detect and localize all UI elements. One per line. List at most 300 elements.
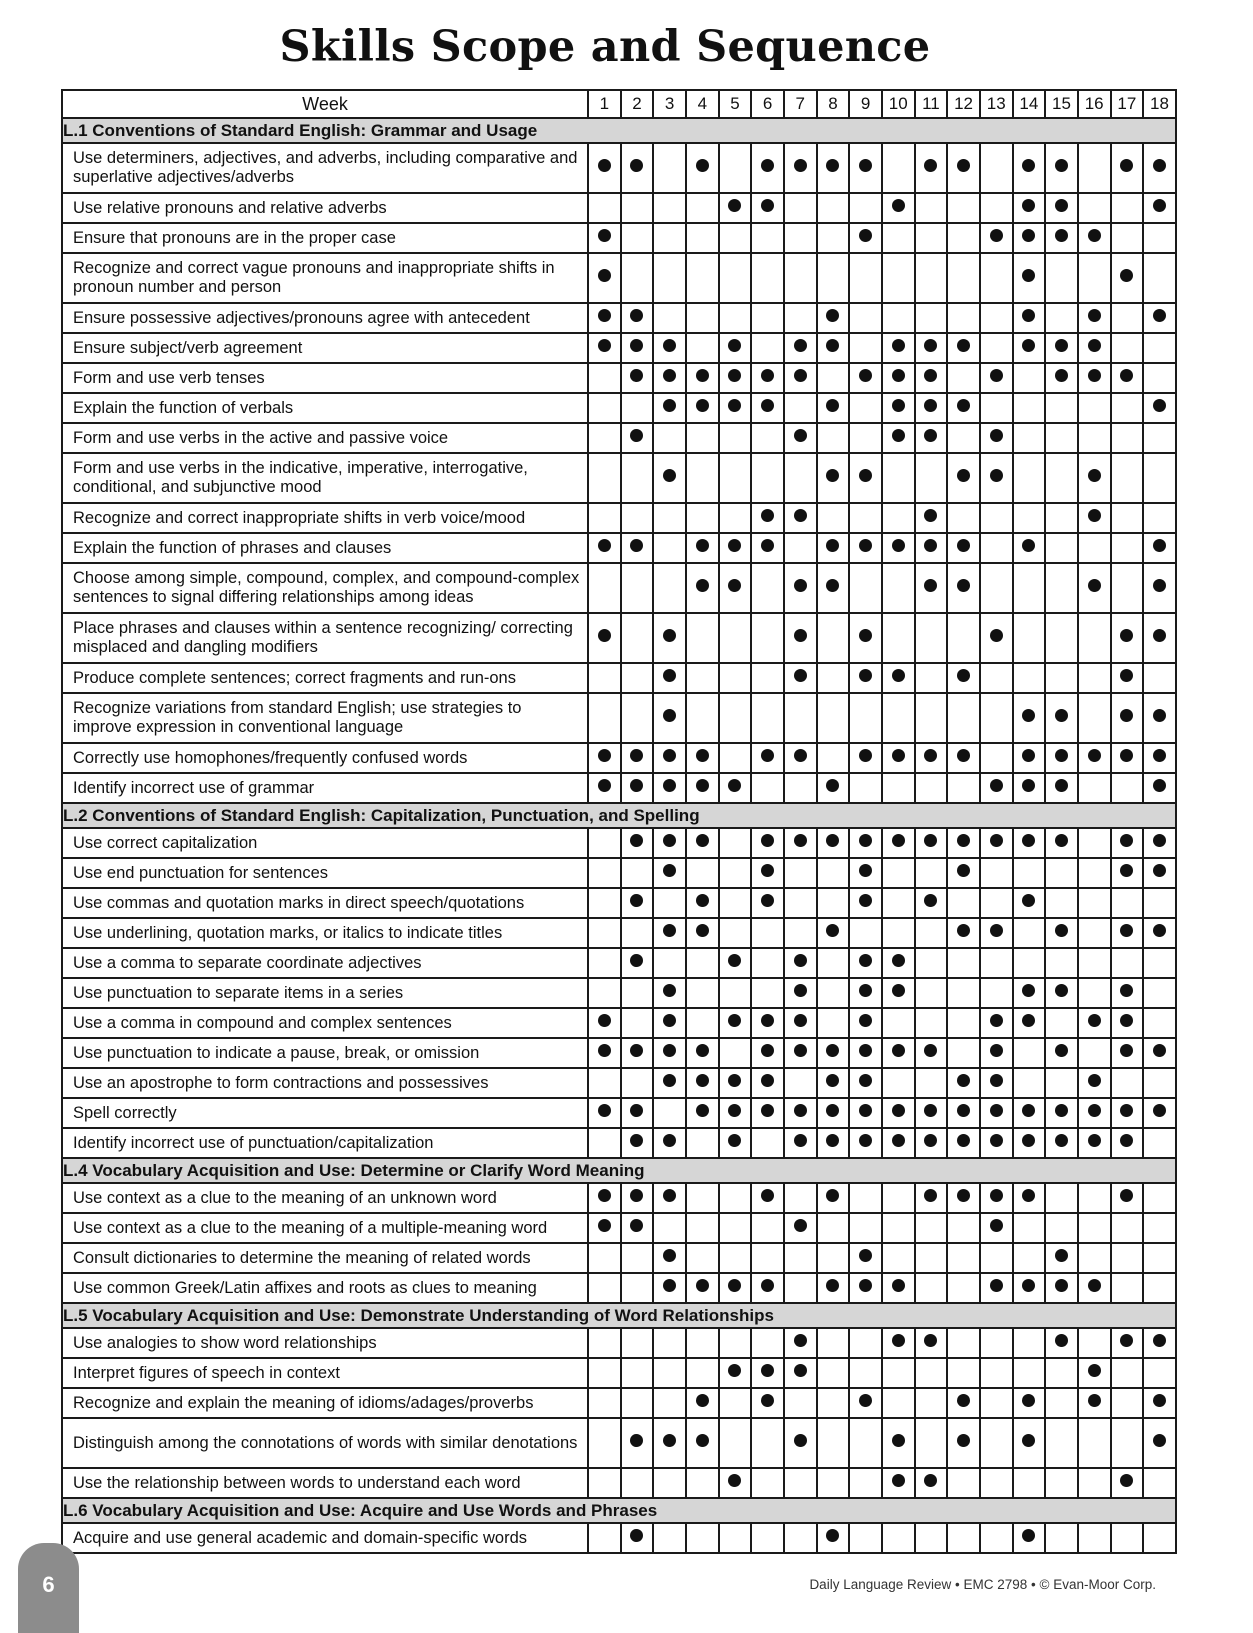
week-cell [947,333,980,363]
week-cell [882,253,915,303]
week-cell [719,858,752,888]
skill-covered-dot [696,834,709,847]
week-cell [686,1418,719,1468]
skill-row [62,978,1176,1008]
week-cell [719,693,752,743]
week-cell [719,773,752,803]
week-cell [751,1213,784,1243]
skill-covered-dot [1120,159,1133,172]
week-cell [882,423,915,453]
skill-covered-dot [1022,984,1035,997]
skill-covered-dot [859,1104,872,1117]
week-cell [849,1128,882,1158]
week-cell [1111,503,1144,533]
week-cell [621,613,654,663]
week-cell [1078,1213,1111,1243]
week-cell [882,1128,915,1158]
week-cell [849,858,882,888]
week-cell [719,1358,752,1388]
skill-label: Use common Greek/Latin affixes and roots as clues to meaning [62,1273,588,1303]
week-cell [980,1008,1013,1038]
week-cell [947,1008,980,1038]
skill-covered-dot [794,1334,807,1347]
week-cell [719,613,752,663]
week-cell [719,1098,752,1128]
week-cell [817,773,850,803]
section-header-row [62,1158,1176,1183]
skill-covered-dot [990,1134,1003,1147]
skill-covered-dot [663,669,676,682]
skill-covered-dot [728,1474,741,1487]
skill-covered-dot [663,779,676,792]
week-cell [751,333,784,363]
skill-covered-dot [892,429,905,442]
week-cell [1143,888,1176,918]
skill-covered-dot [1153,924,1166,937]
skill-covered-dot [1088,1014,1101,1027]
skill-covered-dot [990,369,1003,382]
week-cell [1013,1358,1046,1388]
week-cell [751,1418,784,1468]
week-cell [817,1273,850,1303]
week-cell [1078,828,1111,858]
week-cell [653,503,686,533]
week-cell [653,1183,686,1213]
week-cell [849,303,882,333]
week-cell [719,193,752,223]
week-cell [980,1273,1013,1303]
week-cell [1143,773,1176,803]
week-cell [849,563,882,613]
week-cell [817,1008,850,1038]
week-cell [751,613,784,663]
skill-covered-dot [1120,629,1133,642]
week-cell [915,978,948,1008]
week-cell [621,423,654,453]
skill-covered-dot [924,1044,937,1057]
week-cell [1045,453,1078,503]
scope-sequence-table [61,89,1177,1554]
week-cell [1078,333,1111,363]
week-cell [882,453,915,503]
week-cell [653,1068,686,1098]
week-cell [621,253,654,303]
week-cell [588,888,621,918]
week-cell [882,363,915,393]
skill-covered-dot [990,1044,1003,1057]
skill-covered-dot [630,1219,643,1232]
week-cell [588,143,621,193]
skill-covered-dot [663,629,676,642]
week-cell [1143,613,1176,663]
skill-covered-dot [1055,749,1068,762]
skill-label: Explain the function of phrases and clauses [62,533,588,563]
skill-covered-dot [957,469,970,482]
section-title: L.4 Vocabulary Acquisition and Use: Determine or Clarify Word Meaning [62,1158,1176,1183]
week-cell [621,1523,654,1553]
week-cell [784,563,817,613]
week-cell [947,613,980,663]
week-cell [653,888,686,918]
skill-covered-dot [990,469,1003,482]
week-number-header: 4 [686,90,719,118]
skill-covered-dot [1055,159,1068,172]
skill-covered-dot [892,669,905,682]
skill-covered-dot [957,1074,970,1087]
skill-covered-dot [1088,509,1101,522]
section-title: L.2 Conventions of Standard English: Capitalization, Punctuation, and Spelling [62,803,1176,828]
week-cell [1078,1243,1111,1273]
skill-covered-dot [957,579,970,592]
week-cell [751,363,784,393]
skill-covered-dot [761,1279,774,1292]
week-cell [817,363,850,393]
skill-label: Recognize and correct vague pronouns and inappropriate shifts in pronoun number and person [62,253,588,303]
skill-covered-dot [1120,1104,1133,1117]
week-cell [784,1038,817,1068]
week-cell [817,613,850,663]
week-cell [784,533,817,563]
week-cell [1078,1128,1111,1158]
week-cell [653,1418,686,1468]
week-cell [1078,363,1111,393]
week-cell [849,333,882,363]
week-cell [686,1038,719,1068]
week-cell [1111,693,1144,743]
skill-covered-dot [859,864,872,877]
skill-covered-dot [761,369,774,382]
week-cell [1013,1098,1046,1128]
skill-covered-dot [1055,1249,1068,1262]
week-number-header: 11 [915,90,948,118]
skill-label: Spell correctly [62,1098,588,1128]
week-cell [588,393,621,423]
skill-covered-dot [826,1279,839,1292]
week-cell [1045,1098,1078,1128]
skill-covered-dot [990,629,1003,642]
week-cell [1143,858,1176,888]
skill-covered-dot [1153,709,1166,722]
skill-covered-dot [1022,1279,1035,1292]
skill-covered-dot [826,539,839,552]
week-cell [980,303,1013,333]
week-cell [751,253,784,303]
skill-covered-dot [1153,749,1166,762]
skill-covered-dot [630,159,643,172]
skill-covered-dot [990,229,1003,242]
week-cell [817,253,850,303]
skill-covered-dot [696,1044,709,1057]
skill-row [62,1213,1176,1243]
week-cell [1078,888,1111,918]
week-cell [849,363,882,393]
skill-covered-dot [957,1394,970,1407]
week-cell [784,393,817,423]
week-cell [588,253,621,303]
week-cell [784,1128,817,1158]
skill-covered-dot [892,539,905,552]
skill-covered-dot [1055,1134,1068,1147]
skill-covered-dot [957,749,970,762]
skill-covered-dot [598,629,611,642]
week-cell [1013,1213,1046,1243]
week-cell [1111,333,1144,363]
week-cell [1013,363,1046,393]
week-number-header: 13 [980,90,1013,118]
week-cell [784,1468,817,1498]
skill-label: Recognize and explain the meaning of idioms/adages/proverbs [62,1388,588,1418]
skill-covered-dot [826,834,839,847]
week-cell [751,1183,784,1213]
week-cell [1013,918,1046,948]
week-cell [817,1183,850,1213]
week-cell [1143,193,1176,223]
skill-covered-dot [892,1044,905,1057]
week-cell [1143,693,1176,743]
week-cell [751,1468,784,1498]
skill-covered-dot [728,339,741,352]
week-number-header: 3 [653,90,686,118]
skill-covered-dot [630,1044,643,1057]
skill-covered-dot [630,749,643,762]
week-cell [1045,1183,1078,1213]
skill-label: Use punctuation to separate items in a series [62,978,588,1008]
week-cell [621,303,654,333]
week-cell [719,1213,752,1243]
week-cell [1045,143,1078,193]
week-cell [621,1008,654,1038]
week-cell [947,773,980,803]
week-cell [1111,1468,1144,1498]
week-cell [784,143,817,193]
week-cell [686,563,719,613]
week-cell [751,533,784,563]
week-cell [817,1068,850,1098]
skill-covered-dot [1153,864,1166,877]
skill-covered-dot [1055,709,1068,722]
week-cell [686,1213,719,1243]
week-cell [1111,1183,1144,1213]
week-cell [1111,533,1144,563]
skill-covered-dot [598,309,611,322]
week-cell [882,888,915,918]
skill-covered-dot [892,984,905,997]
week-cell [882,1213,915,1243]
skill-covered-dot [859,894,872,907]
week-cell [947,693,980,743]
week-number-header: 9 [849,90,882,118]
week-number-header: 15 [1045,90,1078,118]
skill-covered-dot [1088,1279,1101,1292]
week-cell [588,978,621,1008]
skill-row [62,303,1176,333]
week-cell [817,533,850,563]
skill-covered-dot [859,1044,872,1057]
skill-covered-dot [728,579,741,592]
week-cell [980,1328,1013,1358]
week-cell [947,743,980,773]
skill-covered-dot [696,1394,709,1407]
skill-covered-dot [1022,834,1035,847]
week-number-header: 6 [751,90,784,118]
week-cell [849,503,882,533]
skill-covered-dot [663,984,676,997]
week-cell [1143,1468,1176,1498]
week-cell [1013,1128,1046,1158]
week-cell [1013,193,1046,223]
week-cell [947,223,980,253]
skill-covered-dot [696,369,709,382]
skill-label: Use relative pronouns and relative adverbs [62,193,588,223]
week-cell [849,1418,882,1468]
week-cell [751,423,784,453]
skill-covered-dot [1022,749,1035,762]
week-number-header: 1 [588,90,621,118]
skill-label: Use determiners, adjectives, and adverbs, including comparative and superlative adjectives/adverbs [62,143,588,193]
week-cell [1013,1068,1046,1098]
skills-body [62,118,1176,1553]
week-cell [947,1328,980,1358]
week-cell [719,1183,752,1213]
week-cell [621,888,654,918]
skill-covered-dot [1055,1279,1068,1292]
week-cell [1045,223,1078,253]
week-cell [947,1038,980,1068]
week-cell [1045,1128,1078,1158]
week-cell [719,1038,752,1068]
skill-covered-dot [1088,339,1101,352]
week-number-header: 7 [784,90,817,118]
week-cell [1045,948,1078,978]
week-cell [784,303,817,333]
skill-covered-dot [630,429,643,442]
week-cell [817,888,850,918]
skill-covered-dot [1022,1394,1035,1407]
week-cell [882,663,915,693]
week-cell [817,978,850,1008]
week-cell [817,1418,850,1468]
week-cell [751,828,784,858]
week-cell [980,533,1013,563]
skill-covered-dot [1022,199,1035,212]
skill-covered-dot [598,779,611,792]
section-header-row [62,803,1176,828]
week-cell [947,1388,980,1418]
week-header-label: Week [62,90,588,118]
week-cell [686,948,719,978]
week-cell [653,303,686,333]
week-cell [947,453,980,503]
skill-covered-dot [728,1014,741,1027]
week-cell [1045,693,1078,743]
week-cell [1045,1388,1078,1418]
week-cell [784,978,817,1008]
week-cell [784,503,817,533]
week-cell [1045,1468,1078,1498]
skill-covered-dot [1088,1134,1101,1147]
week-cell [915,1523,948,1553]
week-cell [980,773,1013,803]
week-cell [1078,693,1111,743]
week-cell [751,773,784,803]
skill-covered-dot [826,309,839,322]
skill-covered-dot [957,399,970,412]
skill-covered-dot [630,309,643,322]
skill-covered-dot [794,429,807,442]
week-cell [1143,743,1176,773]
skill-covered-dot [696,749,709,762]
skill-label: Use an apostrophe to form contractions and possessives [62,1068,588,1098]
section-header-row [62,118,1176,143]
week-cell [653,533,686,563]
skill-covered-dot [826,159,839,172]
skill-row [62,363,1176,393]
skill-covered-dot [859,369,872,382]
skill-covered-dot [1088,309,1101,322]
section-title: L.5 Vocabulary Acquisition and Use: Demonstrate Understanding of Word Relationships [62,1303,1176,1328]
week-cell [784,1243,817,1273]
week-cell [882,1243,915,1273]
skill-covered-dot [1153,834,1166,847]
week-cell [849,693,882,743]
skill-covered-dot [696,1104,709,1117]
week-cell [1045,193,1078,223]
week-header-row [62,90,1176,118]
week-cell [719,1328,752,1358]
week-cell [1143,1068,1176,1098]
week-cell [653,333,686,363]
week-number-header: 5 [719,90,752,118]
week-cell [1143,143,1176,193]
week-cell [817,1358,850,1388]
week-cell [719,1068,752,1098]
week-cell [947,1068,980,1098]
skill-covered-dot [1153,159,1166,172]
week-cell [1013,533,1046,563]
week-cell [882,1388,915,1418]
week-cell [621,948,654,978]
week-cell [882,948,915,978]
skill-covered-dot [761,1044,774,1057]
skill-covered-dot [630,1134,643,1147]
skill-covered-dot [663,369,676,382]
skill-covered-dot [859,984,872,997]
week-cell [980,1183,1013,1213]
week-cell [980,1098,1013,1128]
skill-covered-dot [1153,779,1166,792]
skill-row [62,918,1176,948]
week-cell [980,1388,1013,1418]
week-cell [1013,888,1046,918]
week-cell [719,503,752,533]
week-cell [784,1328,817,1358]
skill-covered-dot [892,834,905,847]
week-cell [621,858,654,888]
week-cell [980,193,1013,223]
skill-covered-dot [924,509,937,522]
week-cell [1013,743,1046,773]
week-cell [686,858,719,888]
week-cell [588,773,621,803]
skill-covered-dot [1153,399,1166,412]
week-cell [1111,1358,1144,1388]
week-cell [621,1183,654,1213]
week-cell [751,563,784,613]
skill-covered-dot [1088,579,1101,592]
week-cell [882,828,915,858]
week-cell [1013,1523,1046,1553]
week-cell [882,303,915,333]
